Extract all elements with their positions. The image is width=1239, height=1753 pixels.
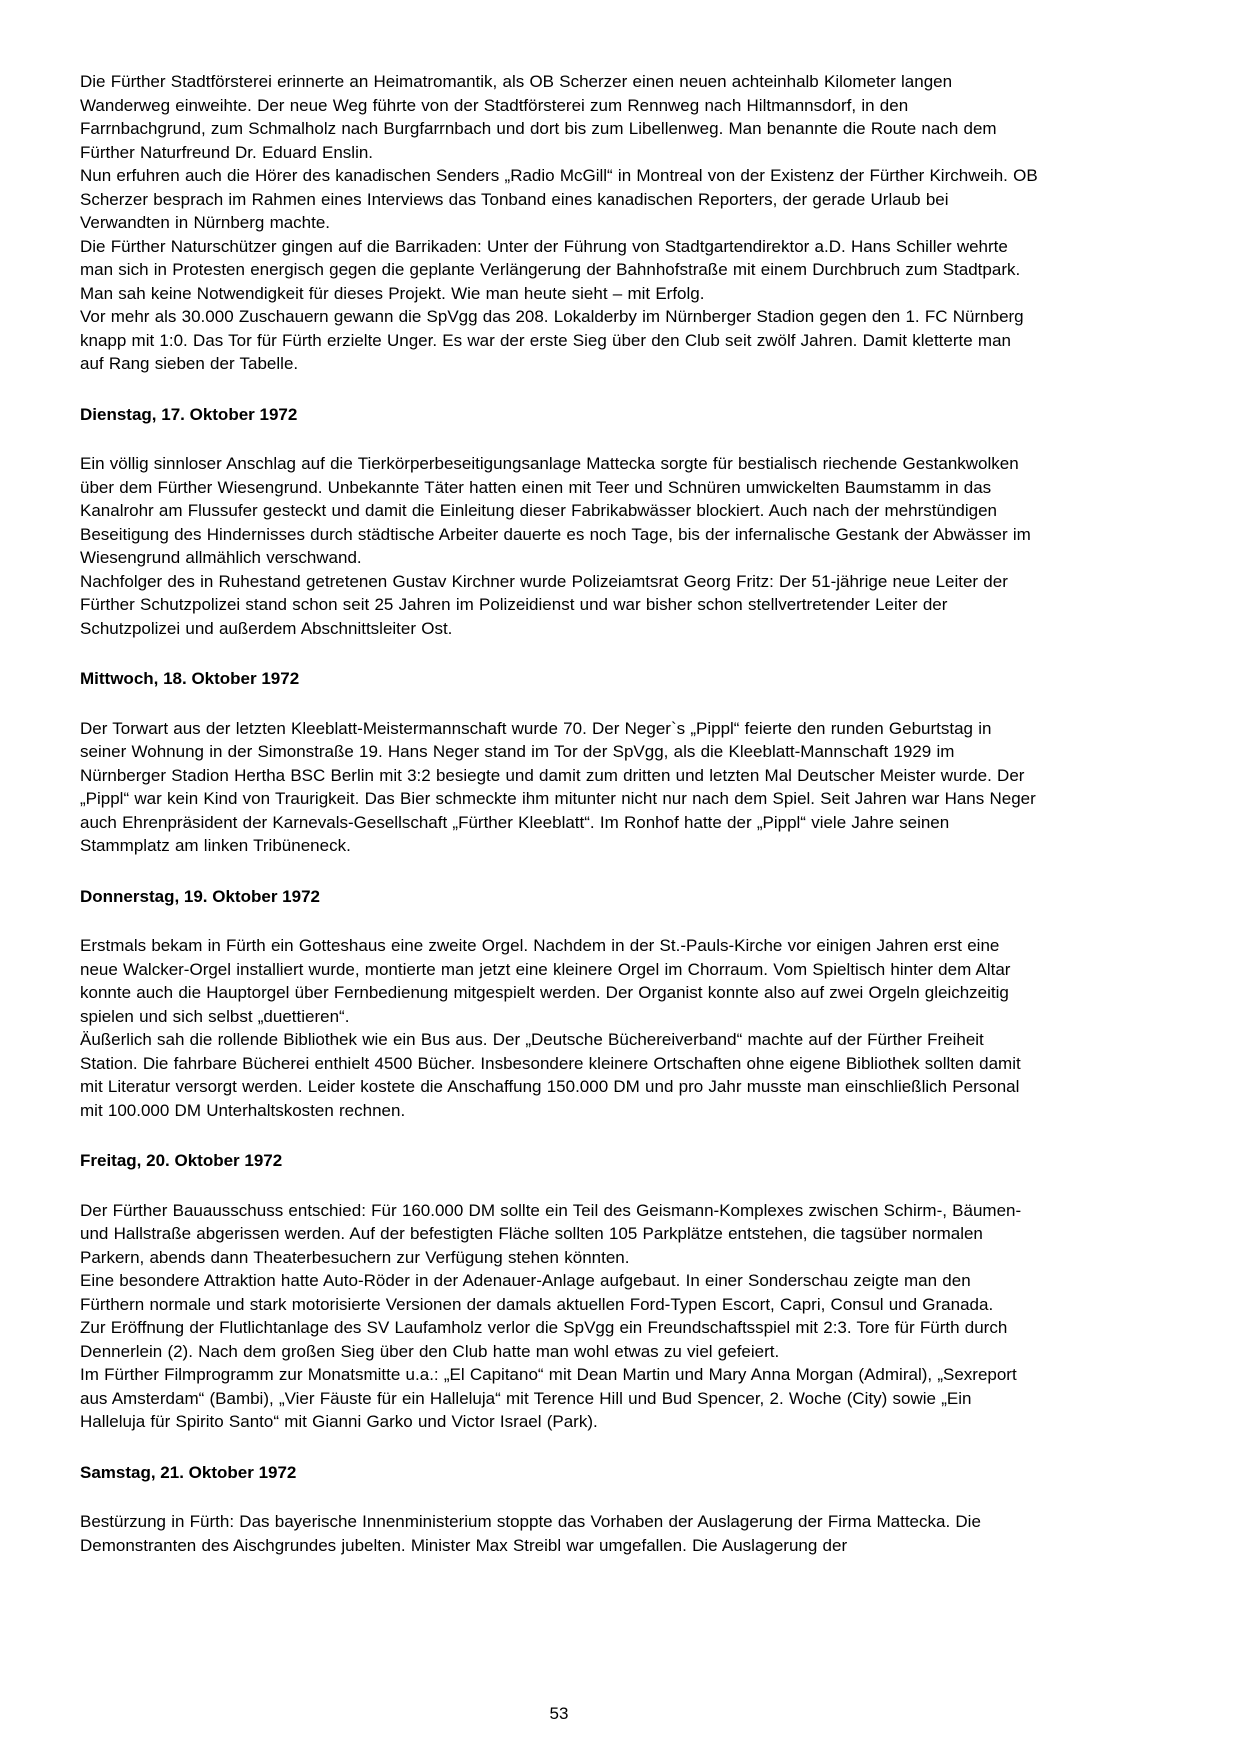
paragraph: Nachfolger des in Ruhestand getretenen Gustav Kirchner wurde Polizeiamtsrat Georg Fritz: Der 51-jährige neue Leiter der Fürther Schutzpolizei stand schon seit 25 Jahren im Polizeidienst und war bisher schon stellvertretender Leiter der Schutzpolizei und außerdem Abschnittsleiter Ost. — [80, 571, 1008, 638]
section-heading: Mittwoch, 18. Oktober 1972 — [80, 669, 300, 688]
paragraph: Vor mehr als 30.000 Zuschauern gewann die SpVgg das 208. Lokalderby im Nürnberger Stadion gegen den 1. FC Nürnberg knapp mit 1:0. Das Tor für Fürth erzielte Unger. Es war der erste Sieg über den Club seit zwölf Jahren. Damit kletterte man auf Rang sieben der Tabelle. — [80, 307, 1024, 373]
paragraph: Erstmals bekam in Fürth ein Gotteshaus eine zweite Orgel. Nachdem in der St.-Pauls-Kirche vor einigen Jahren erst eine neue Walcker-Orgel installiert wurde, montierte man jetzt eine kleinere Orgel im Chorraum. Vom Spieltisch hinter dem Altar konnte auch die Hauptorgel über Fernbedienung mitgespielt werden. Der Organist konnte also auf zwei Orgeln gleichzeitig spielen und sich selbst „duettieren“. — [80, 936, 1011, 1026]
document-content — [80, 70, 1038, 1557]
paragraph: Bestürzung in Fürth: Das bayerische Innenministerium stoppte das Vorhaben der Auslagerung der Firma Mattecka. Die Demonstranten des Aischgrundes jubelten. Minister Max Streibl war umgefallen. Die Auslagerung der — [80, 1512, 981, 1555]
page-number: 53 — [549, 1703, 569, 1723]
paragraph: Eine besondere Attraktion hatte Auto-Röder in der Adenauer-Anlage aufgebaut. In einer Sonderschau zeigte man den Fürthern normale und stark motorisierte Versionen der damals aktuellen Ford-Typen Escort, Capri, Consul und Granada. — [80, 1271, 994, 1314]
paragraph: Die Fürther Naturschützer gingen auf die Barrikaden: Unter der Führung von Stadtgartendirektor a.D. Hans Schiller wehrte man sich in Protesten energisch gegen die geplante Verlängerung der Bahnhofstraße mit einem Durchbruch zum Stadtpark. Man sah keine Notwendigkeit für dieses Projekt. Wie man heute sieht – mit Erfolg. — [80, 236, 1021, 303]
paragraph: Zur Eröffnung der Flutlichtanlage des SV Laufamholz verlor die SpVgg ein Freundschaftsspiel mit 2:3. Tore für Fürth durch Dennerlein (2). Nach dem großen Sieg über den Club hatte man wohl etwas zu viel gefeiert. — [80, 1318, 1008, 1361]
paragraph: Der Torwart aus der letzten Kleeblatt-Meistermannschaft wurde 70. Der Neger`s „Pippl“ feierte den runden Geburtstag in seiner Wohnung in der Simonstraße 19. Hans Neger stand im Tor der SpVgg, als die Kleeblatt-Mannschaft 1929 im Nürnberger Stadion Hertha BSC Berlin mit 3:2 besiegte und damit zum dritten und letzten Mal Deutscher Meister wurde. Der „Pippl“ war kein Kind von Traurigkeit. Das Bier schmeckte ihm mitunter nicht nur nach dem Spiel. Seit Jahren war Hans Neger auch Ehrenpräsident der Karnevals-Gesellschaft „Fürther Kleeblatt“. Im Ronhof hatte der „Pippl“ viele Jahre seinen Stammplatz am linken Tribüneneck. — [80, 718, 1036, 855]
paragraph: Äußerlich sah die rollende Bibliothek wie ein Bus aus. Der „Deutsche Büchereiverband“ machte auf der Fürther Freiheit Station. Die fahrbare Bücherei enthielt 4500 Bücher. Insbesondere kleinere Ortschaften ohne eigene Bibliothek sollten damit mit Literatur versorgt werden. Leider kostete die Anschaffung 150.000 DM und pro Jahr musste man einschließlich Personal mit 100.000 DM Unterhaltskosten rechnen. — [80, 1030, 1021, 1120]
section-heading: Freitag, 20. Oktober 1972 — [80, 1151, 283, 1170]
paragraph: Ein völlig sinnloser Anschlag auf die Tierkörperbeseitigungsanlage Mattecka sorgte für bestialisch riechende Gestankwolken über dem Fürther Wiesengrund. Unbekannte Täter hatten einen mit Teer und Schnüren umwickelten Baumstamm in das Kanalrohr am Flussufer gesteckt und damit die Einleitung dieser Fabrikabwässer blockiert. Auch nach der mehrstündigen Beseitigung des Hindernisses durch städtische Arbeiter dauerte es noch Tage, bis der infernalische Gestank der Abwässer im Wiesengrund allmählich verschwand. — [80, 454, 1031, 567]
paragraph: Der Fürther Bauausschuss entschied: Für 160.000 DM sollte ein Teil des Geismann-Komplexes zwischen Schirm-, Bäumen- und Hallstraße abgerissen werden. Auf der befestigten Fläche sollten 105 Parkplätze entstehen, die tagsüber normalen Parkern, abends dann Theaterbesuchern zur Verfügung stehen könnten. — [80, 1200, 1022, 1267]
section-heading: Dienstag, 17. Oktober 1972 — [80, 404, 298, 424]
paragraph: Die Fürther Stadtförsterei erinnerte an Heimatromantik, als OB Scherzer einen neuen achteinhalb Kilometer langen Wanderweg einweihte. Der neue Weg führte von der Stadtförsterei zum Rennweg nach Hiltmannsdorf, in den Farrnbachgrund, zum Schmalholz nach Burgfarrnbach und dort bis zum Libellenweg. Man benannte die Route nach dem Fürther Naturfreund Dr. Eduard Enslin. — [80, 72, 997, 162]
section-heading: Samstag, 21. Oktober 1972 — [80, 1462, 297, 1482]
paragraph: Nun erfuhren auch die Hörer des kanadischen Senders „Radio McGill“ in Montreal von der Existenz der Fürther Kirchweih. OB Scherzer besprach im Rahmen eines Interviews das Tonband eines kanadischen Reporters, der gerade Urlaub bei Verwandten in Nürnberg machte. — [80, 166, 1038, 232]
section-heading: Donnerstag, 19. Oktober 1972 — [80, 886, 320, 906]
paragraph: Im Fürther Filmprogramm zur Monatsmitte u.a.: „El Capitano“ mit Dean Martin und Mary Anna Morgan (Admiral), „Sexreport aus Amsterdam“ (Bambi), „Vier Fäuste für ein Halleluja“ mit Terence Hill und Bud Spencer, 2. Woche (City) sowie „Ein Halleluja für Spirito Santo“ mit Gianni Garko und Victor Israel (Park). — [80, 1365, 1017, 1431]
